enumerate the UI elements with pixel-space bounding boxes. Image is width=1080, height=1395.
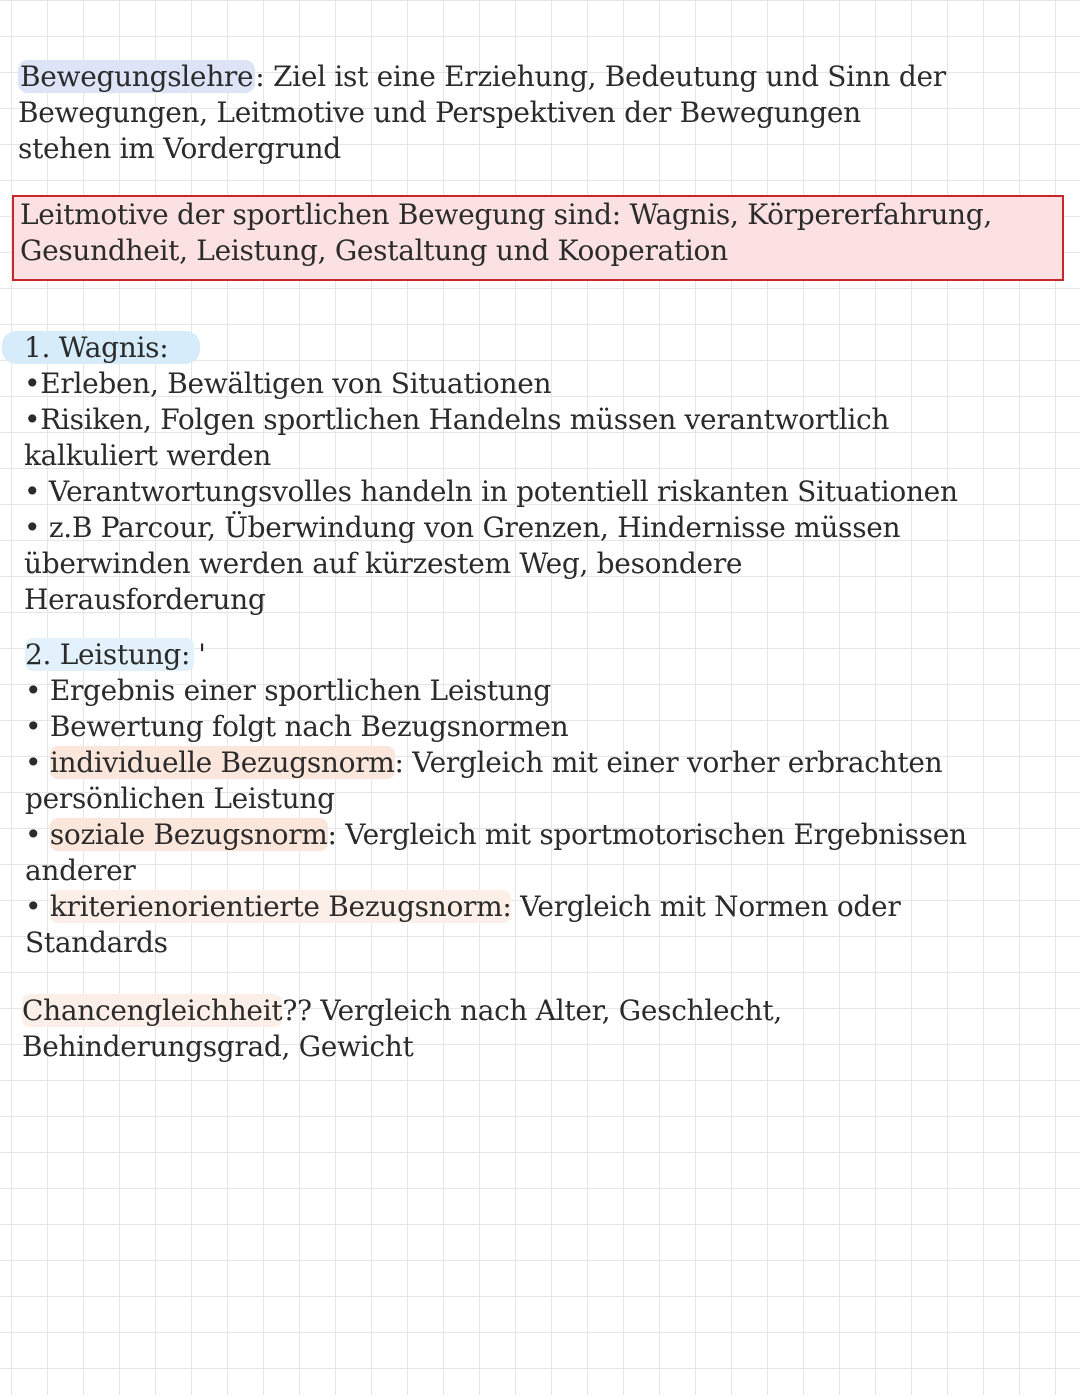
leitmotive-box <box>12 195 1064 281</box>
closing-line-1 <box>22 993 782 1029</box>
intro-paragraph <box>18 59 946 167</box>
wagnis-line: Herausforderung <box>24 583 266 616</box>
intro-line-3: stehen im Vordergrund <box>18 132 341 165</box>
wagnis-line: kalkuliert werden <box>24 439 271 472</box>
section-wagnis <box>24 330 958 618</box>
wagnis-line: überwinden werden auf kürzestem Weg, besondere <box>24 547 743 580</box>
norm-bullet: • <box>25 818 50 851</box>
leistung-heading: 2. Leistung: <box>25 638 194 671</box>
intro-line-1 <box>18 59 946 95</box>
wagnis-line: •Erleben, Bewältigen von Situationen <box>24 367 552 400</box>
section-leistung <box>25 637 967 961</box>
norm-individual-continuation: persönlichen Leistung <box>25 782 335 815</box>
norm-individual-text: : Vergleich mit einer vorher erbrachten <box>394 746 943 779</box>
wagnis-heading: 1. Wagnis: <box>2 331 200 364</box>
leistung-bullet: • Bewertung folgt nach Bezugsnormen <box>25 710 569 743</box>
norm-social-line <box>25 817 967 853</box>
norm-individual-line <box>25 745 967 781</box>
norm-criteria-text: Vergleich mit Normen oder <box>511 890 901 923</box>
leistung-bullet: • Ergebnis einer sportlichen Leistung <box>25 674 551 707</box>
closing-paragraph <box>22 993 782 1065</box>
wagnis-line: • z.B Parcour, Überwindung von Grenzen, Hindernisse müssen <box>24 511 901 544</box>
norm-bullet: • <box>25 890 50 923</box>
leitmotive-line-1: Leitmotive der sportlichen Bewegung sind: Wagnis, Körpererfahrung, <box>20 198 993 231</box>
closing-line-2: Behinderungsgrad, Gewicht <box>22 1030 414 1063</box>
norm-social-text: : Vergleich mit sportmotorischen Ergebnissen <box>327 818 967 851</box>
norm-bullet: • <box>25 746 50 779</box>
norm-criteria-line <box>25 889 967 925</box>
norm-social-term: soziale Bezugsnorm <box>49 818 328 851</box>
intro-term: Bewegungslehre <box>20 60 254 93</box>
wagnis-heading-line <box>24 330 958 366</box>
norm-social-continuation: anderer <box>25 854 136 887</box>
norm-individual-term: individuelle Bezugsnorm <box>49 746 395 779</box>
wagnis-line: • Verantwortungsvolles handeln in potentiell riskanten Situationen <box>24 475 958 508</box>
norm-criteria-continuation: Standards <box>25 926 168 959</box>
closing-term: Chancengleichheit <box>22 994 283 1027</box>
intro-line-2: Bewegungen, Leitmotive und Perspektiven der Bewegungen <box>18 96 861 129</box>
wagnis-line: •Risiken, Folgen sportlichen Handelns müssen verantwortlich <box>24 403 890 436</box>
leitmotive-line-2: Gesundheit, Leistung, Gestaltung und Kooperation <box>20 234 728 267</box>
closing-line-1-text: ?? Vergleich nach Alter, Geschlecht, <box>282 994 782 1027</box>
leistung-heading-mark: ' <box>198 638 206 671</box>
leistung-heading-line <box>25 637 967 673</box>
norm-criteria-term: kriterienorientierte Bezugsnorm: <box>49 890 512 923</box>
intro-line-1-text: : Ziel ist eine Erziehung, Bedeutung und Sinn der <box>255 60 946 93</box>
leitmotive-text <box>20 197 992 269</box>
